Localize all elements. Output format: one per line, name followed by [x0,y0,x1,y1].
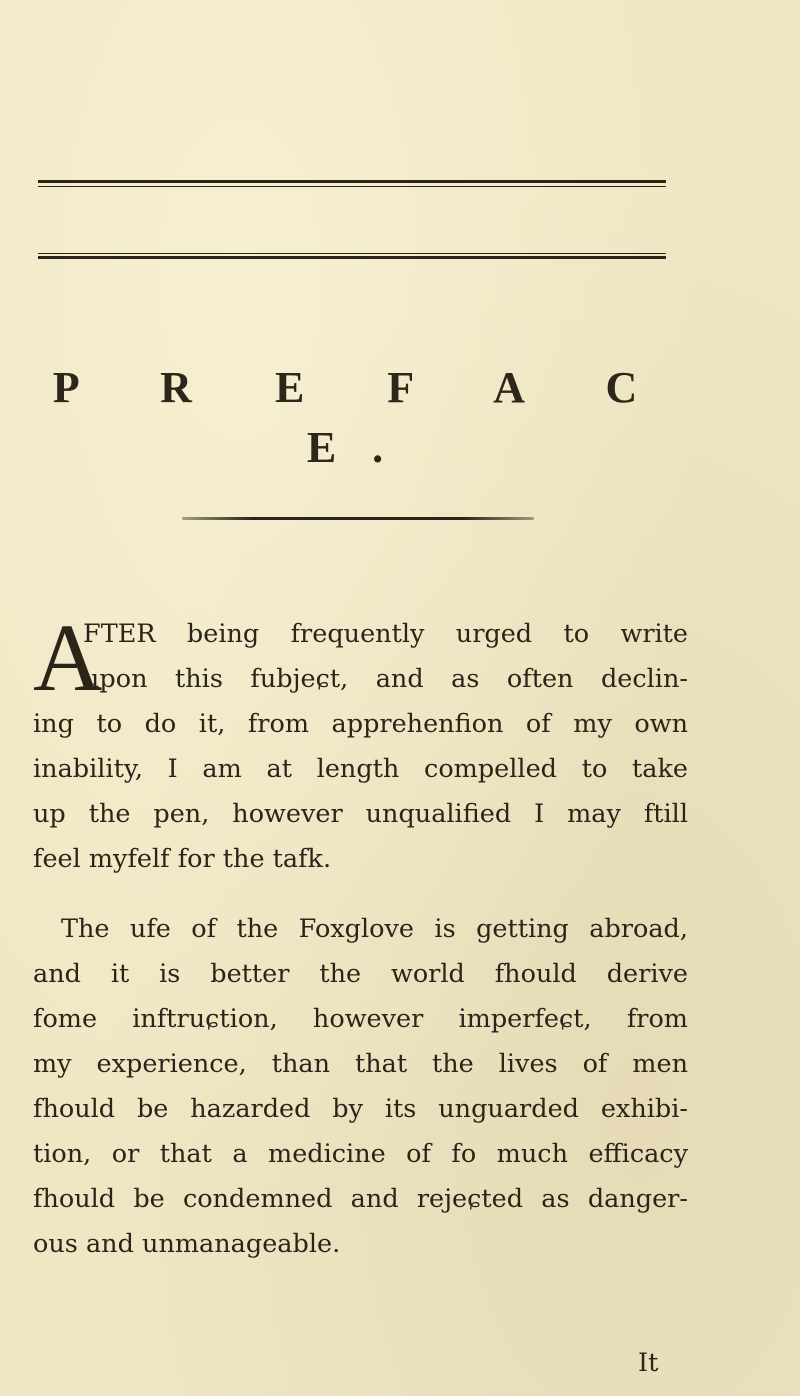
page-title: P R E F A C E. [52,363,674,472]
header-double-rule-top-thick [38,180,666,183]
paragraph-line: FTER being frequently urged to write [83,619,688,649]
paragraph-line: up the pen, however unqualified I may ftill [33,799,688,829]
paragraph-line: upon this fubjeɕt, and as often declin- [83,664,688,694]
paragraph-2 [33,907,688,1267]
paragraph-line: and it is better the world fhould derive [33,959,688,989]
catchword: It [638,1348,659,1378]
paragraph-line: tion, or that a medicine of fo much efficacy [33,1139,688,1169]
paragraph-line: my experience, than that the lives of men [33,1049,688,1079]
paragraph-line: fome inftruɕtion, however imperfeɕt, from [33,1004,688,1034]
paragraph-line: fhould be condemned and rejeɕted as danger- [33,1184,688,1214]
paragraph-line: feel myfelf for the tafk. [33,844,332,874]
paragraph-line: fhould be hazarded by its unguarded exhibi- [33,1094,688,1124]
paragraph-line: ous and unmanageable. [33,1229,341,1259]
title-divider [182,517,534,520]
drop-cap: A [33,604,103,711]
header-double-rule-bottom-thin [38,253,666,254]
paragraph-line: ing to do it, from apprehenfion of my own [33,709,688,739]
paragraph-line: The ufe of the Foxglove is getting abroad, [61,914,688,944]
paragraph-1 [33,604,688,882]
header-double-rule-bottom-thick [38,256,666,259]
header-double-rule-top-thin [38,186,666,187]
paragraph-line: inability, I am at length compelled to take [33,754,688,784]
